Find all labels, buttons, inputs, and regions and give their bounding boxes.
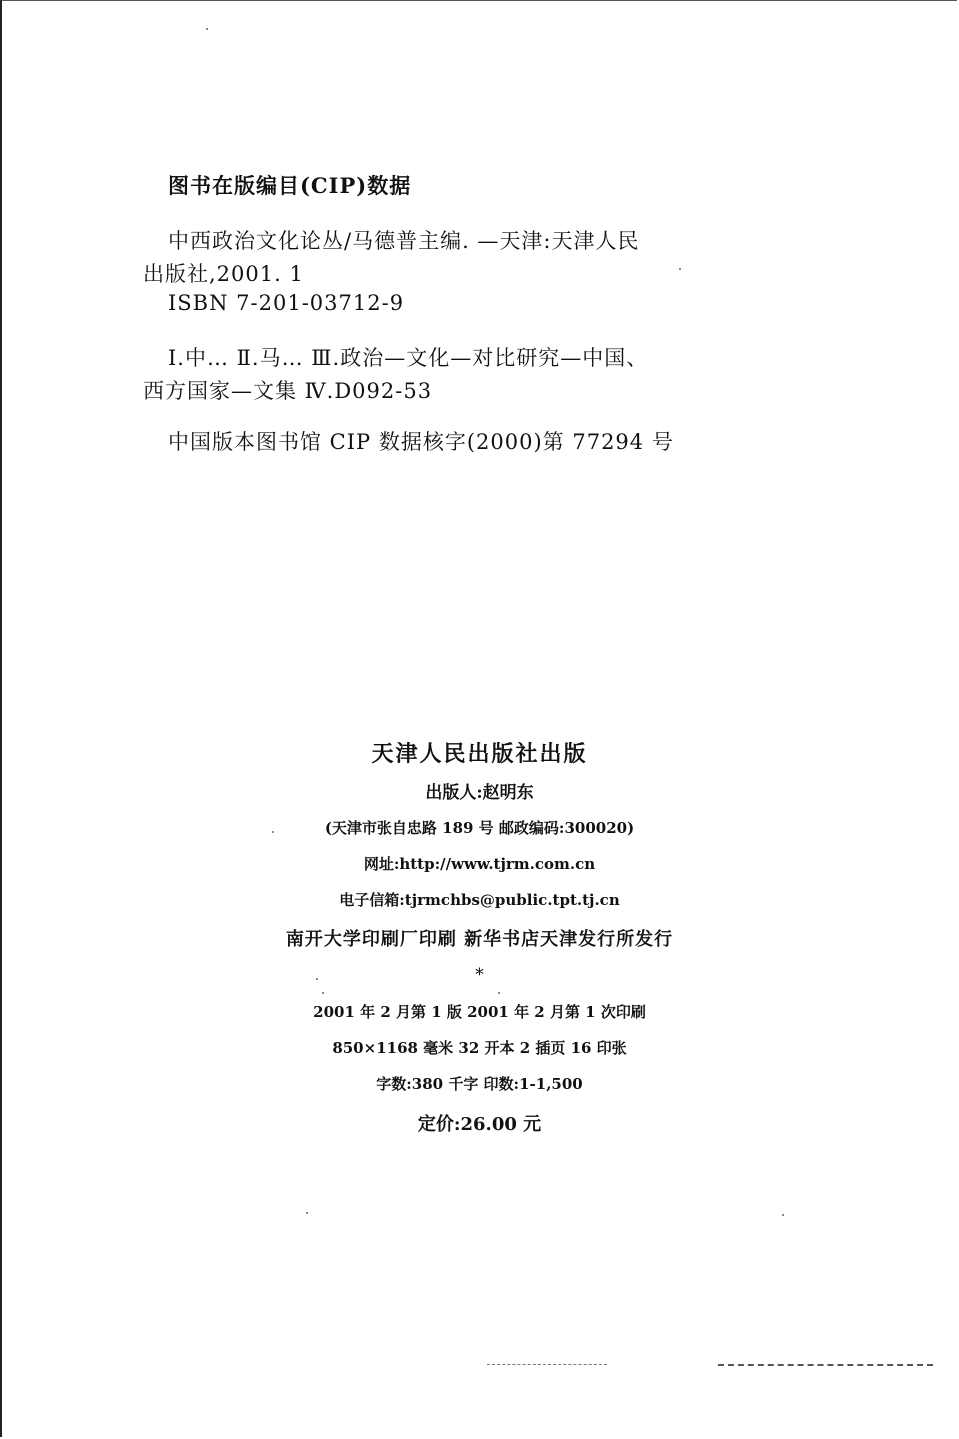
cip-subject-line-1: Ⅰ.中… Ⅱ.马… Ⅲ.政治—文化—对比研究—中国、	[168, 346, 649, 370]
scan-speck	[272, 831, 274, 833]
cip-heading: 图书在版编目(CIP)数据	[168, 173, 412, 198]
publisher-name: 天津人民出版社出版	[371, 741, 588, 767]
scan-artifact-rule-left	[487, 1364, 607, 1365]
cip-isbn: ISBN 7-201-03712-9	[168, 291, 405, 315]
printer-distributor: 南开大学印刷厂印刷 新华书店天津发行所发行	[285, 929, 674, 950]
publisher-email: 电子信箱:tjrmchbs@public.tpt.tj.cn	[339, 891, 620, 909]
scan-speck	[498, 992, 500, 994]
scan-speck	[322, 992, 324, 994]
scan-speck	[316, 978, 318, 980]
separator-asterisk: *	[475, 965, 484, 985]
cip-title-line-1: 中西政治文化论丛/马德普主编. —天津:天津人民	[168, 229, 640, 253]
scan-artifact-rule-right	[718, 1364, 933, 1366]
cip-subject-line-2: 西方国家—文集 Ⅳ.D092-53	[143, 379, 433, 403]
count-info: 字数:380 千字 印数:1-1,500	[376, 1075, 583, 1093]
price: 定价:26.00 元	[417, 1114, 542, 1135]
scan-speck	[679, 268, 681, 270]
cip-record-number: 中国版本图书馆 CIP 数据核字(2000)第 77294 号	[168, 430, 674, 454]
publisher-address: (天津市张自忠路 189 号 邮政编码:300020)	[324, 819, 635, 837]
scan-speck	[782, 1214, 784, 1216]
format-info: 850×1168 毫米 32 开本 2 插页 16 印张	[332, 1039, 627, 1057]
scan-speck	[206, 28, 208, 30]
edition-info: 2001 年 2 月第 1 版 2001 年 2 月第 1 次印刷	[313, 1003, 646, 1021]
publisher-website: 网址:http://www.tjrm.com.cn	[363, 855, 596, 873]
scan-speck	[306, 1212, 308, 1214]
publisher-person: 出版人:赵明东	[425, 783, 534, 803]
cip-title-line-2: 出版社,2001. 1	[143, 262, 304, 286]
